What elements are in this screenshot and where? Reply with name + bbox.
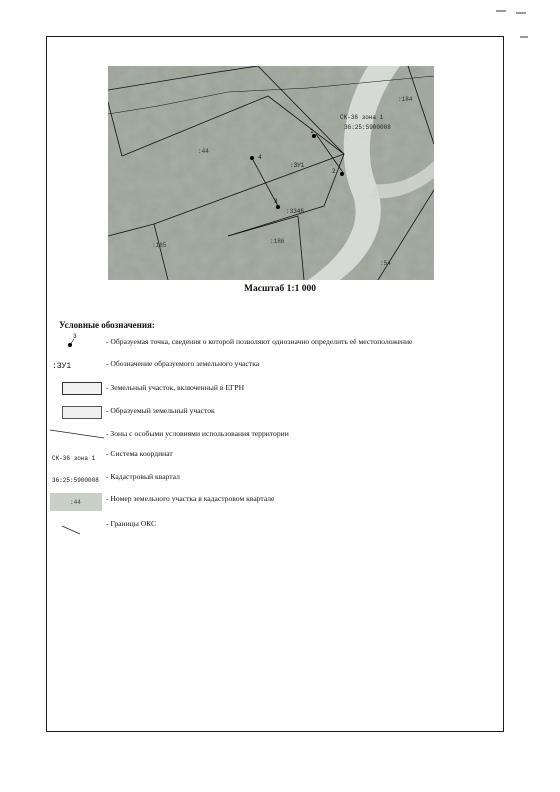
legend-text: - Номер земельного участка в кадастровом квартале (106, 494, 275, 503)
legend-text: - Земельный участок, включенный в ЕГРН (106, 383, 245, 392)
map-label-186: :186 (270, 238, 285, 245)
legend-item-quarter (0, 470, 560, 490)
egrn-plot-swatch (62, 382, 102, 395)
cadastral-map (108, 66, 434, 280)
map-label-185: :185 (152, 242, 167, 249)
map-label-3346: :3346 (286, 208, 305, 215)
legend-coord-label: СК-36 зона 1 (52, 455, 96, 462)
legend-symbol-plot-number (50, 493, 104, 513)
map-point-2: 2 (332, 168, 336, 175)
legend-symbol-point (50, 333, 104, 353)
legend-symbol-egrn (50, 379, 104, 399)
legend-text: - Система координат (106, 449, 173, 458)
legend-item-zones (0, 426, 560, 446)
zone-line-icon (50, 426, 104, 446)
legend-item-new-plot-label (0, 356, 560, 376)
legend-plot-label: :ЗУ1 (52, 362, 72, 371)
legend-item-coord-system (0, 449, 560, 469)
legend-text: - Образуемая точка, сведения о которой позволяют однозначно определить её местоположение (106, 337, 413, 346)
legend-text: - Обозначение образуемого земельного участка (106, 359, 260, 368)
legend-symbol-new-plot (50, 403, 104, 423)
legend-point-label: 3 (73, 333, 77, 340)
legend-text: - Зоны с особыми условиями использования территории (106, 429, 289, 438)
point-icon (50, 333, 104, 353)
legend-symbol-plot-label (50, 356, 104, 376)
legend-symbol-quarter (50, 470, 104, 490)
legend-title: Условные обозначения: (59, 320, 155, 330)
new-plot-swatch (62, 406, 102, 419)
scan-mark (516, 12, 526, 14)
legend-plot-number-label: :44 (70, 499, 81, 506)
legend-item-egrn-plot (0, 379, 560, 399)
legend-symbol-oks (50, 516, 104, 536)
legend-symbol-zones (50, 426, 104, 446)
legend-item-new-plot (0, 403, 560, 423)
legend-text: - Кадастровый квартал (106, 472, 180, 481)
map-point-1: 1 (310, 128, 314, 135)
legend-item-plot-number (0, 493, 560, 513)
legend-item-point (0, 333, 560, 353)
scan-mark (496, 10, 506, 12)
map-label-44: :44 (198, 148, 209, 155)
map-label-zone: СК-36 зона 1 (340, 114, 384, 121)
legend-item-oks (0, 516, 560, 536)
legend-text: - Границы ОКС (106, 519, 157, 528)
oks-line-icon (50, 516, 104, 536)
map-label-54: :54 (380, 260, 391, 267)
legend-symbol-coord (50, 449, 104, 469)
legend-text: - Образуемый земельный участок (106, 406, 215, 415)
scan-mark (520, 36, 528, 38)
map-scale: Масштаб 1:1 000 (244, 284, 316, 294)
map-label-plot-new: :ЗУ1 (290, 162, 305, 169)
map-label-184: :184 (398, 96, 413, 103)
map-label-quarter: 36:25:5900008 (344, 124, 391, 131)
legend-quarter-label: 36:25:5900008 (52, 477, 99, 484)
map-point-4: 4 (258, 154, 262, 161)
map-point-3: 3 (274, 198, 278, 205)
